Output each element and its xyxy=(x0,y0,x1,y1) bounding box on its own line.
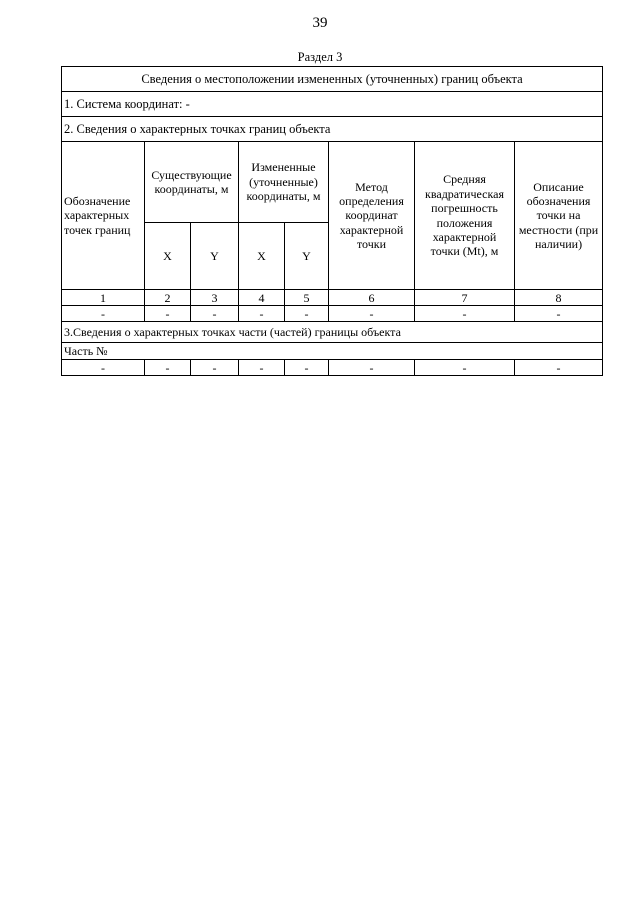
table-cell: - xyxy=(285,306,329,322)
table-cell: - xyxy=(515,360,603,376)
section-label: Раздел 3 xyxy=(297,50,343,64)
header-designation: Обозначение характерных точек границ xyxy=(62,142,145,290)
column-number: 7 xyxy=(415,290,515,306)
table-cell: - xyxy=(145,306,191,322)
header-x-existing: X xyxy=(145,223,191,290)
header-changed-coordinates: Измененные (уточненные) координаты, м xyxy=(239,142,329,223)
table-cell: - xyxy=(191,306,239,322)
part-heading: 3.Сведения о характерных точках части (частей) границы объекта xyxy=(62,322,603,343)
points-heading: 2. Сведения о характерных точках границ объекта xyxy=(62,117,603,142)
header-y-existing: Y xyxy=(191,223,239,290)
table-cell: - xyxy=(62,306,145,322)
part-label: Часть № xyxy=(62,343,603,360)
header-method: Метод определения координат характерной точки xyxy=(329,142,415,290)
header-x-changed: X xyxy=(239,223,285,290)
column-number: 4 xyxy=(239,290,285,306)
table-cell: - xyxy=(329,360,415,376)
column-number: 6 xyxy=(329,290,415,306)
table-cell: - xyxy=(62,360,145,376)
table-cell: - xyxy=(145,360,191,376)
table-title: Сведения о местоположении измененных (уточненных) границ объекта xyxy=(62,67,603,92)
coordinate-system-line: 1. Система координат: - xyxy=(62,92,603,117)
table-cell: - xyxy=(239,360,285,376)
header-error: Средняя квадратическая погрешность положения характерной точки (Mt), м xyxy=(415,142,515,290)
page-number: 39 xyxy=(312,15,328,31)
part-data-row xyxy=(62,360,603,376)
points-data-row xyxy=(62,306,603,322)
table-cell: - xyxy=(191,360,239,376)
column-numbers-row xyxy=(62,290,603,306)
table-cell: - xyxy=(285,360,329,376)
header-y-changed: Y xyxy=(285,223,329,290)
header-existing-coordinates: Существующие координаты, м xyxy=(145,142,239,223)
table-cell: - xyxy=(415,360,515,376)
table-cell: - xyxy=(415,306,515,322)
column-number: 5 xyxy=(285,290,329,306)
column-number: 2 xyxy=(145,290,191,306)
column-number: 3 xyxy=(191,290,239,306)
column-number: 8 xyxy=(515,290,603,306)
boundary-table xyxy=(61,66,603,376)
table-cell: - xyxy=(515,306,603,322)
table-cell: - xyxy=(239,306,285,322)
table-cell: - xyxy=(329,306,415,322)
header-description: Описание обозначения точки на местности (при наличии) xyxy=(515,142,603,290)
column-number: 1 xyxy=(62,290,145,306)
